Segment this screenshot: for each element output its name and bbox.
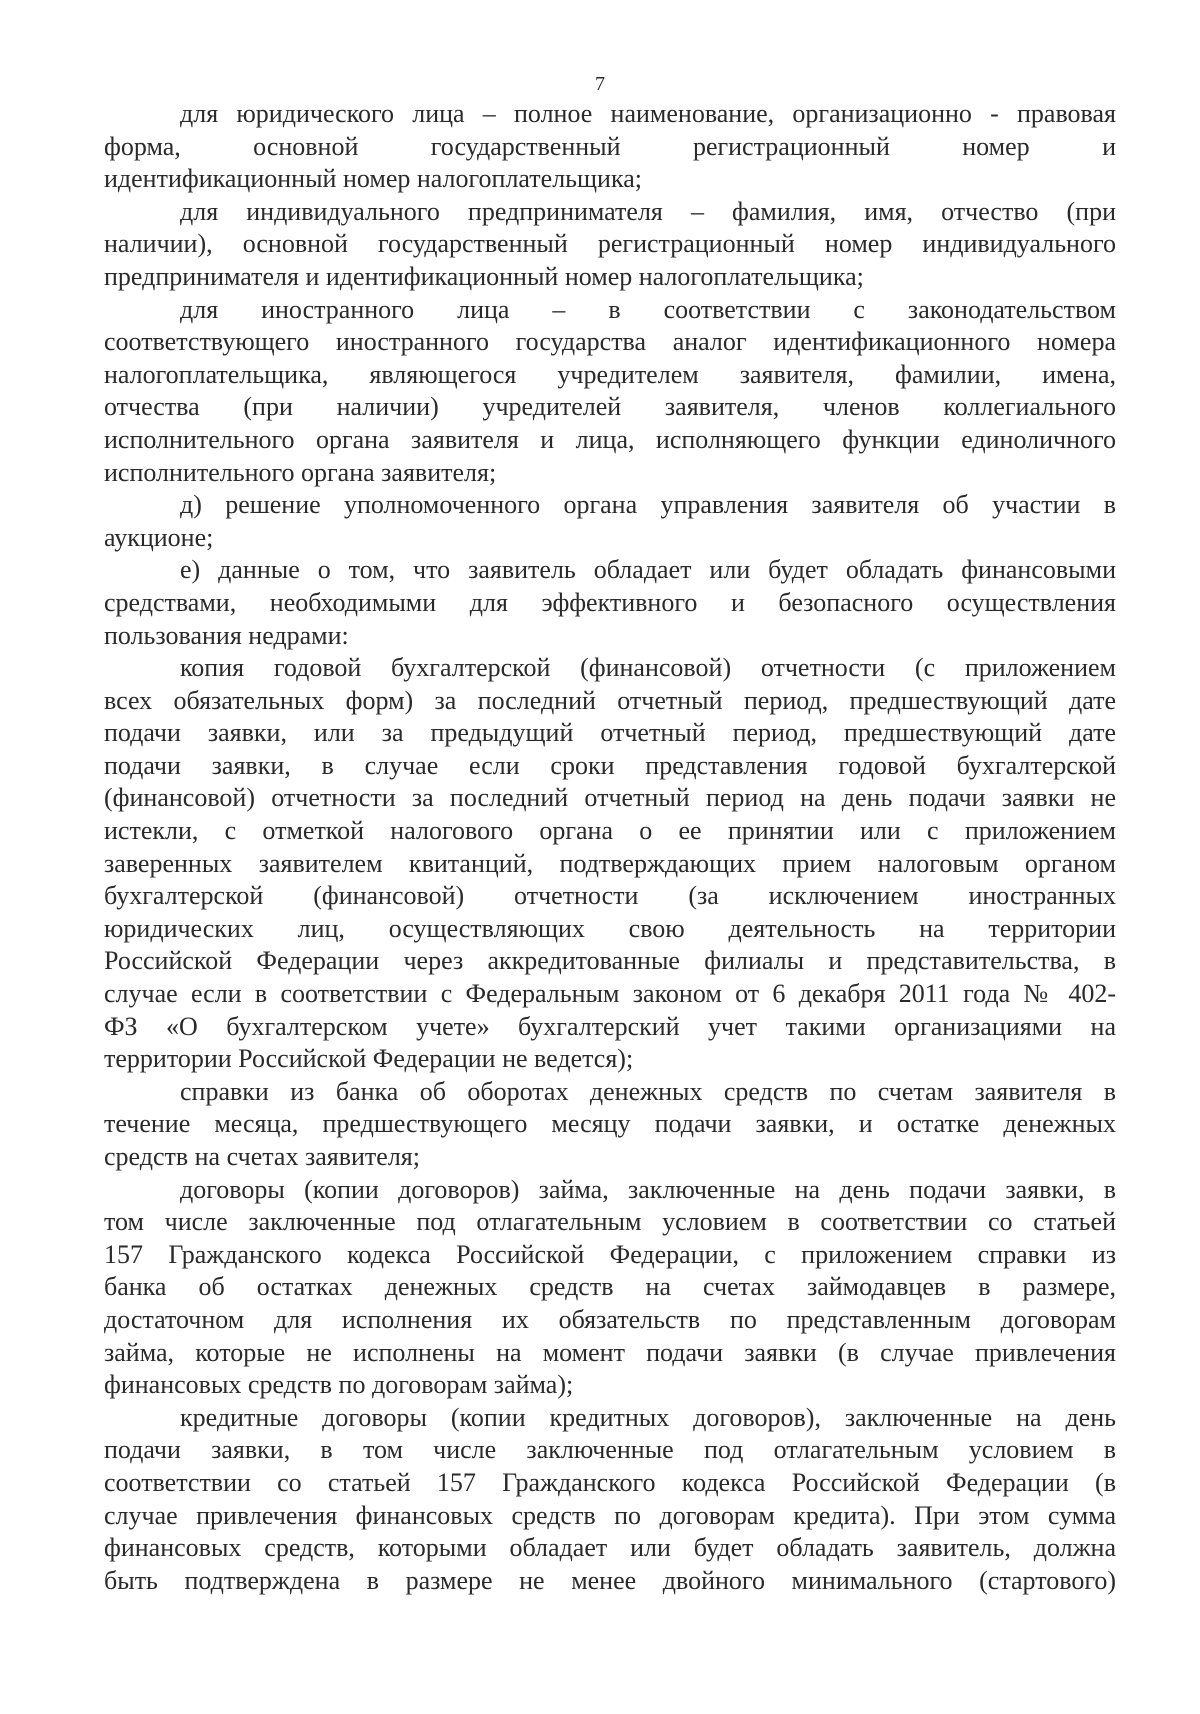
text-line: достаточном для исполнения их обязательств по представленным договорам (104, 1304, 1116, 1334)
text-line: для индивидуального предпринимателя – фамилия, имя, отчество (при (180, 196, 1116, 226)
text-line: соответствующего иностранного государства аналог идентификационного номера (104, 327, 1116, 357)
text-line: подачи заявки, в случае если сроки представления годовой бухгалтерской (104, 750, 1116, 780)
text-line: налогоплательщика, являющегося учредителем заявителя, фамилии, имена, (104, 359, 1116, 389)
text-line: банка об остатках денежных средств на счетах займодавцев в размере, (104, 1272, 1116, 1302)
text-line: истекли, с отметкой налогового органа о ее принятии или с приложением (104, 816, 1116, 846)
text-line: исполнительного органа заявителя; (104, 457, 497, 487)
text-line: средств на счетах заявителя; (104, 1142, 420, 1171)
text-line: исполнительного органа заявителя и лица, исполняющего функции единоличного (104, 424, 1116, 454)
text-line: случае если в соответствии с Федеральным законом от 6 декабря 2011 года № 402- (104, 979, 1116, 1009)
text-line: ФЗ «О бухгалтерском учете» бухгалтерский учет такими организациями на (104, 1011, 1116, 1041)
text-line: заверенных заявителем квитанций, подтверждающих прием налоговым органом (104, 848, 1116, 878)
text-line: предпринимателя и идентификационный номер налогоплательщика; (104, 261, 864, 291)
text-line: юридических лиц, осуществляющих свою деятельность на территории (104, 913, 1116, 943)
text-line: пользования недрами: (104, 620, 349, 650)
text-line: финансовых средств по договорам займа); (104, 1370, 574, 1400)
text-line: бухгалтерской (финансовой) отчетности (за исключением иностранных (104, 881, 1116, 911)
text-line: справки из банка об оборотах денежных средств по счетам заявителя в (180, 1076, 1116, 1106)
text-line: е) данные о том, что заявитель обладает или будет обладать финансовыми (180, 555, 1116, 585)
text-line: подачи заявки, в том числе заключенные под отлагательным условием в (104, 1435, 1116, 1465)
text-line: для юридического лица – полное наименование, организационно - правовая (180, 99, 1116, 128)
text-line: Российской Федерации через аккредитованные филиалы и представительства, в (104, 946, 1116, 976)
text-line: быть подтверждена в размере не менее двойного минимального (стартового) (104, 1565, 1116, 1595)
text-line: всех обязательных форм) за последний отчетный период, предшествующий дате (104, 685, 1116, 715)
text-line: копия годовой бухгалтерской (финансовой) отчетности (с приложением (180, 653, 1116, 683)
text-line: аукционе; (104, 522, 214, 552)
text-line: 157 Гражданского кодекса Российской Федерации, с приложением справки из (104, 1239, 1116, 1269)
text-line: договоры (копии договоров) займа, заключенные на день подачи заявки, в (180, 1174, 1116, 1204)
text-line: наличии), основной государственный регистрационный номер индивидуального (104, 229, 1116, 259)
text-line: течение месяца, предшествующего месяцу подачи заявки, и остатке денежных (104, 1109, 1116, 1139)
text-line: идентификационный номер налогоплательщика; (104, 164, 642, 194)
text-line: финансовых средств, которыми обладает или будет обладать заявитель, должна (104, 1533, 1116, 1563)
text-line: случае привлечения финансовых средств по договорам кредита). При этом сумма (104, 1500, 1116, 1530)
text-line: форма, основной государственный регистрационный номер и (104, 131, 1116, 161)
text-line: территории Российской Федерации не ведется); (104, 1044, 634, 1074)
text-line: подачи заявки, или за предыдущий отчетный период, предшествующий дате (104, 718, 1116, 748)
text-line: для иностранного лица – в соответствии с законодательством (180, 294, 1116, 324)
text-line: том числе заключенные под отлагательным условием в соответствии со статьей (104, 1207, 1116, 1237)
text-line: (финансовой) отчетности за последний отчетный период на день подачи заявки не (104, 783, 1116, 813)
page-number: 7 (595, 73, 605, 95)
text-line: соответствии со статьей 157 Гражданского кодекса Российской Федерации (в (104, 1467, 1116, 1497)
text-line: кредитные договоры (копии кредитных договоров), заключенные на день (180, 1402, 1116, 1432)
text-line: отчества (при наличии) учредителей заявителя, членов коллегиального (104, 392, 1116, 422)
text-line: средствами, необходимыми для эффективного и безопасного осуществления (104, 587, 1116, 617)
text-line: д) решение уполномоченного органа управления заявителя об участии в (180, 490, 1116, 520)
text-line: займа, которые не исполнены на момент подачи заявки (в случае привлечения (104, 1337, 1116, 1367)
document-body (104, 98, 1116, 1597)
